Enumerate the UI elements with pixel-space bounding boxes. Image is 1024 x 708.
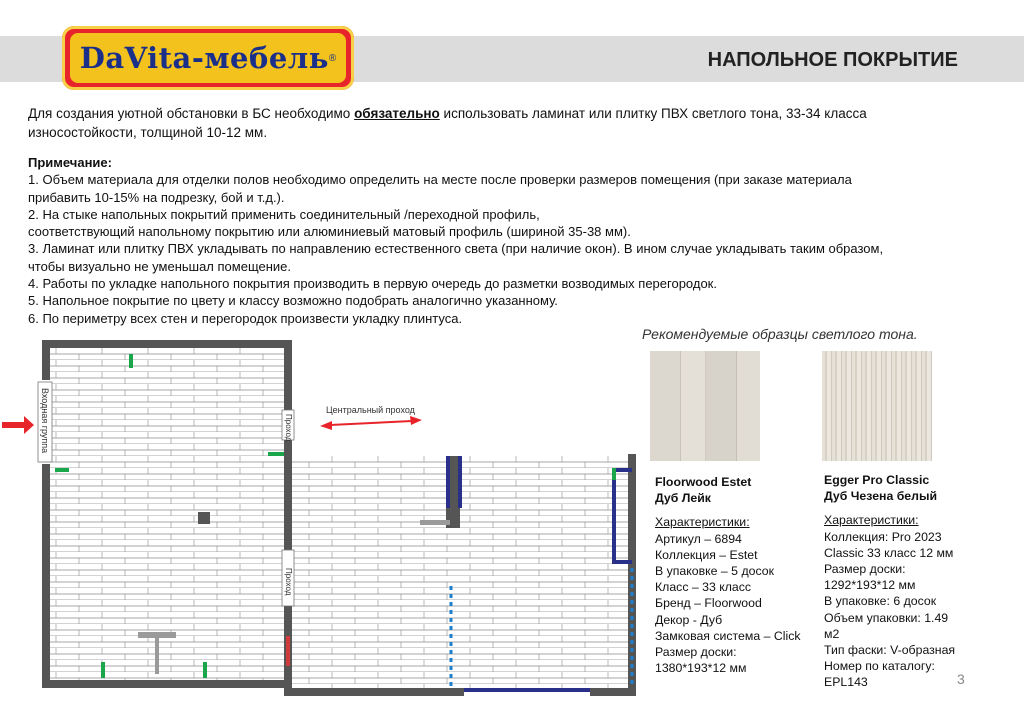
- marker: [55, 468, 69, 472]
- note-line: 3. Ламинат или плитку ПВХ укладывать по направлению естественного света (при наличие окон). В ином случае укладывать таким образом,: [28, 241, 884, 257]
- product-line: Размер доски:: [824, 562, 906, 577]
- product-line: Бренд – Floorwood: [655, 596, 762, 611]
- product-line: Номер по каталогу:: [824, 659, 935, 674]
- notes-heading: Примечание:: [28, 155, 112, 170]
- product-line: Замковая система – Click: [655, 628, 801, 643]
- product-line: м2: [824, 626, 840, 641]
- product-line: Коллекция – Estet: [655, 547, 758, 562]
- note-line: чтобы визуально не уменьшал помещение.: [28, 258, 292, 274]
- chars-heading-text: Характеристики: [655, 515, 747, 530]
- pass-label: Проход: [284, 414, 293, 442]
- column: [198, 512, 210, 524]
- product-brand: Egger Pro Classic: [824, 473, 930, 487]
- intro-before: Для создания уютной обстановки в БС необходимо: [28, 106, 355, 121]
- product-line: В упаковке – 5 досок: [655, 564, 774, 579]
- door-mark: [286, 636, 290, 666]
- marker: [129, 354, 133, 368]
- partition: [612, 468, 616, 564]
- arrow-right-icon: [410, 416, 422, 425]
- brand-logo-inner: [70, 33, 346, 83]
- product-name: Дуб Лейк: [655, 491, 711, 506]
- brand-logo: [62, 26, 354, 90]
- partition: [464, 688, 590, 692]
- intro-after: использовать ламинат или плитку ПВХ светлого тона, 33-34 класса износостойкости, толщиной 10-12 мм.: [28, 106, 867, 140]
- note-line: 1. Объем материала для отделки полов необходимо определить на месте после проверки размеров помещения (при заказе материала: [28, 172, 852, 188]
- product-brand: Floorwood Estet: [655, 475, 752, 489]
- wall: [284, 440, 292, 550]
- product-line: Артикул – 6894: [655, 531, 742, 546]
- partition: [458, 456, 462, 508]
- product-line: Объем упаковки: 1.49: [824, 610, 949, 625]
- product-line: 1380*193*12 мм: [655, 661, 747, 676]
- product-card-floorwood: [655, 474, 820, 676]
- furniture: [138, 632, 176, 638]
- partition: [446, 456, 450, 508]
- central-pass-label: Центральный проход: [326, 405, 415, 415]
- intro-paragraph: [28, 104, 968, 142]
- page-number: 3: [957, 671, 965, 687]
- marker: [612, 468, 616, 480]
- arrow-left-icon: [320, 421, 332, 430]
- wall: [284, 340, 292, 410]
- entrance-label: Входная группа: [40, 388, 50, 454]
- note-line: прибавить 10-15% на подрезку, бой и т.д.).: [28, 189, 285, 205]
- note-line: 5. Напольное покрытие по цвету и классу возможно подобрать аналогично указанному.: [28, 293, 558, 309]
- note-line: 4. Работы по укладке напольного покрытия производить в первую очередь до разметки возводимых перегородок.: [28, 276, 717, 292]
- pass-label: Проход: [284, 568, 293, 596]
- product-line: Коллекция: Pro 2023: [824, 529, 942, 544]
- chars-heading-colon: :: [746, 515, 750, 530]
- wall: [284, 688, 464, 696]
- intro-emphasis: обязательно: [354, 106, 440, 121]
- sample-image-egger: [822, 351, 932, 461]
- wall: [42, 680, 292, 688]
- page-title: НАПОЛЬНОЕ ПОКРЫТИЕ: [707, 49, 958, 71]
- sample-image-floorwood: [650, 351, 760, 461]
- marker: [268, 452, 284, 456]
- marker: [101, 662, 105, 678]
- chars-heading: [655, 514, 820, 530]
- wall: [42, 340, 50, 380]
- notes-block: [28, 154, 988, 327]
- product-line: Тип фаски: V-образная: [824, 643, 956, 658]
- note-line: 2. На стыке напольных покрытий применить соединительный /переходной профиль,: [28, 206, 540, 222]
- product-card-egger: [824, 472, 989, 691]
- partition: [612, 560, 632, 564]
- note-line: соответствующий напольному покрытию или алюминиевый матовый профиль (шириной 35-38 мм).: [28, 224, 631, 240]
- product-line: Размер доски:: [655, 645, 737, 660]
- product-line: В упаковке: 6 досок: [824, 594, 937, 609]
- furniture: [155, 638, 159, 674]
- note-line: 6. По периметру всех стен и перегородок произвести укладку плинтуса.: [28, 310, 463, 326]
- product-line: EPL143: [824, 675, 868, 690]
- entrance-arrow-icon: [2, 416, 34, 434]
- wall: [42, 464, 50, 688]
- registered-mark: ®: [328, 52, 337, 64]
- product-name: Дуб Чезена белый: [824, 489, 938, 504]
- central-pass-arrow: [330, 421, 412, 425]
- product-line: Декор - Дуб: [655, 612, 723, 627]
- product-line: 1292*193*12 мм: [824, 578, 916, 593]
- marker: [203, 662, 207, 678]
- floor-plan: [0, 336, 640, 700]
- wall: [42, 340, 292, 348]
- chars-heading: Характеристики:: [824, 513, 919, 528]
- brand-logo-text: DaVita-мебель: [79, 41, 329, 75]
- recommended-caption: Рекомендуемые образцы светлого тона.: [642, 326, 918, 342]
- furniture: [420, 520, 450, 525]
- product-line: Classic 33 класс 12 мм: [824, 545, 954, 560]
- product-line: Класс – 33 класс: [655, 580, 752, 595]
